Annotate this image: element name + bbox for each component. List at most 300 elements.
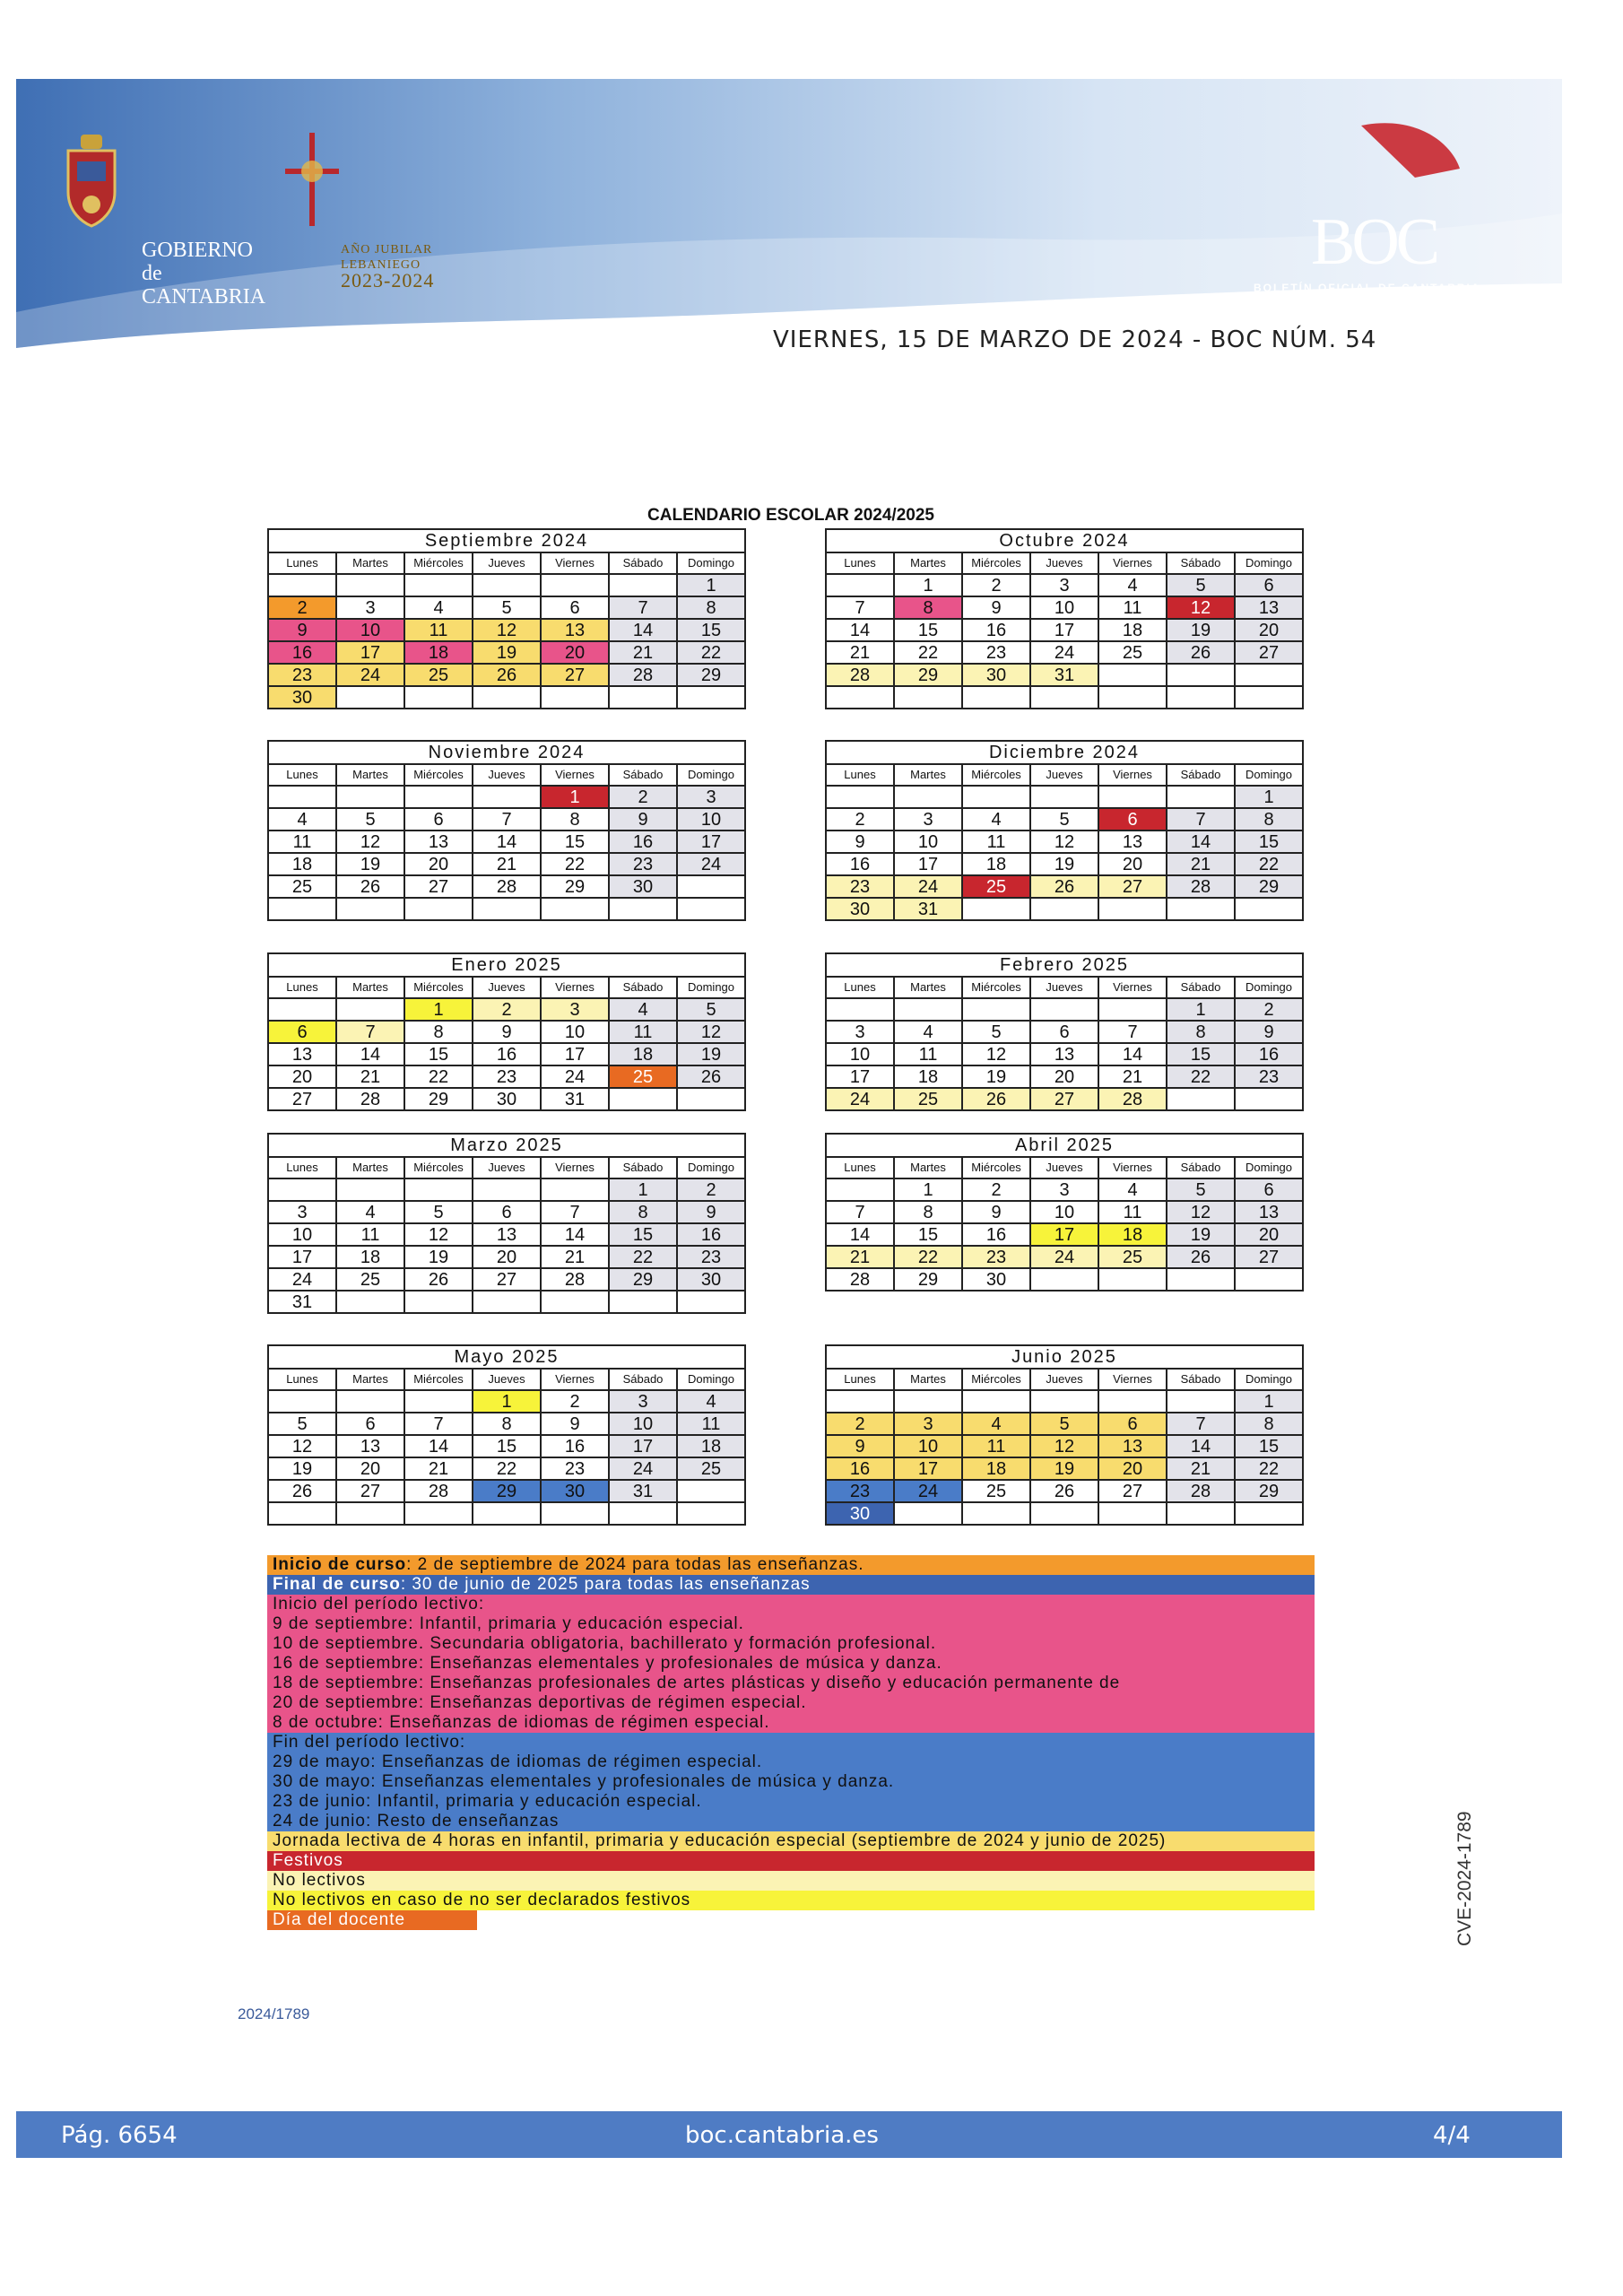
day-cell: 15: [1235, 1435, 1303, 1457]
day-cell: 13: [473, 1223, 541, 1246]
day-cell: 11: [962, 831, 1030, 853]
day-cell: 18: [962, 853, 1030, 875]
day-cell: 17: [894, 853, 962, 875]
day-cell: 18: [894, 1065, 962, 1088]
day-cell: 23: [826, 1480, 894, 1502]
day-cell: 10: [1030, 1201, 1098, 1223]
boc-logo: BOC: [1311, 205, 1437, 279]
month-name: Diciembre 2024: [826, 741, 1303, 764]
day-cell: 13: [1235, 596, 1303, 619]
day-cell: 17: [268, 1246, 336, 1268]
day-header: Lunes: [826, 764, 894, 786]
day-cell: 17: [541, 1043, 609, 1065]
day-cell: 11: [1098, 596, 1167, 619]
month-calendar: [825, 1344, 1304, 1526]
day-cell: [473, 686, 541, 709]
day-cell: [404, 686, 473, 709]
day-cell: 28: [541, 1268, 609, 1291]
day-cell: 17: [894, 1457, 962, 1480]
day-cell: 13: [1235, 1201, 1303, 1223]
day-cell: 25: [894, 1088, 962, 1110]
day-cell: 21: [473, 853, 541, 875]
day-cell: 14: [609, 619, 677, 641]
day-cell: 6: [1030, 1021, 1098, 1043]
day-cell: 23: [962, 1246, 1030, 1268]
day-cell: 18: [962, 1457, 1030, 1480]
day-cell: 16: [962, 1223, 1030, 1246]
legend-inicio-curso: Inicio de curso: 2 de septiembre de 2024 para todas las enseñanzas.: [267, 1555, 1315, 1575]
issue-date-line: VIERNES, 15 DE MARZO DE 2024 - BOC NÚM. 54: [773, 326, 1377, 353]
day-cell: 23: [962, 641, 1030, 664]
day-cell: 27: [473, 1268, 541, 1291]
day-cell: 7: [1167, 808, 1235, 831]
day-header: Martes: [336, 552, 404, 574]
day-cell: 31: [609, 1480, 677, 1502]
day-cell: [268, 998, 336, 1021]
day-cell: 1: [894, 1178, 962, 1201]
day-cell: 29: [894, 664, 962, 686]
day-header: Viernes: [541, 977, 609, 998]
day-header: Lunes: [268, 977, 336, 998]
month-calendar: [267, 952, 746, 1111]
day-cell: 8: [473, 1413, 541, 1435]
day-cell: 9: [268, 619, 336, 641]
site-link[interactable]: boc.cantabria.es: [685, 2122, 879, 2149]
day-header: Martes: [336, 764, 404, 786]
day-cell: [1167, 664, 1235, 686]
day-cell: 30: [962, 1268, 1030, 1291]
legend-line: 30 de mayo: Enseñanzas elementales y profesionales de música y danza.: [273, 1772, 895, 1791]
day-header: Viernes: [541, 764, 609, 786]
day-header: Martes: [894, 977, 962, 998]
day-cell: 16: [541, 1435, 609, 1457]
day-cell: 10: [1030, 596, 1098, 619]
day-header: Sábado: [1167, 552, 1235, 574]
day-cell: 4: [962, 1413, 1030, 1435]
legend-line: 8 de octubre: Enseñanzas de idiomas de régimen especial.: [273, 1713, 770, 1732]
jubilar-cross-icon: [285, 133, 339, 226]
day-cell: 3: [268, 1201, 336, 1223]
month-name: Octubre 2024: [826, 529, 1303, 552]
day-cell: 6: [541, 596, 609, 619]
day-cell: 15: [677, 619, 745, 641]
day-cell: 3: [894, 808, 962, 831]
day-cell: 29: [609, 1268, 677, 1291]
day-header: Sábado: [1167, 1157, 1235, 1178]
day-cell: [1098, 1268, 1167, 1291]
day-header: Jueves: [1030, 1157, 1098, 1178]
day-cell: 29: [1235, 875, 1303, 898]
day-cell: 8: [894, 596, 962, 619]
day-cell: 21: [1167, 1457, 1235, 1480]
day-cell: 26: [1167, 1246, 1235, 1268]
day-cell: 9: [541, 1413, 609, 1435]
day-cell: 5: [962, 1021, 1030, 1043]
day-cell: [609, 686, 677, 709]
day-cell: 14: [826, 619, 894, 641]
day-cell: 29: [404, 1088, 473, 1110]
day-cell: 4: [268, 808, 336, 831]
day-cell: 31: [894, 898, 962, 920]
day-header: Domingo: [677, 552, 745, 574]
day-cell: [268, 898, 336, 920]
day-cell: 27: [268, 1088, 336, 1110]
day-cell: 11: [1098, 1201, 1167, 1223]
day-cell: 27: [1235, 1246, 1303, 1268]
day-cell: 7: [1098, 1021, 1167, 1043]
day-cell: 16: [609, 831, 677, 853]
day-cell: 9: [677, 1201, 745, 1223]
day-cell: [473, 1291, 541, 1313]
day-header: Viernes: [1098, 977, 1167, 998]
day-cell: 3: [541, 998, 609, 1021]
day-cell: 30: [541, 1480, 609, 1502]
day-cell: 23: [826, 875, 894, 898]
day-cell: 13: [268, 1043, 336, 1065]
day-cell: 24: [336, 664, 404, 686]
day-cell: 20: [1098, 853, 1167, 875]
month-name: Mayo 2025: [268, 1345, 745, 1369]
day-header: Martes: [894, 552, 962, 574]
day-cell: [404, 898, 473, 920]
day-cell: 19: [962, 1065, 1030, 1088]
day-cell: 16: [473, 1043, 541, 1065]
day-cell: 27: [1098, 875, 1167, 898]
day-cell: [962, 1502, 1030, 1525]
day-cell: [826, 998, 894, 1021]
month-name: Febrero 2025: [826, 953, 1303, 977]
day-cell: [677, 686, 745, 709]
day-cell: 28: [1167, 875, 1235, 898]
day-cell: [268, 1178, 336, 1201]
day-cell: 15: [404, 1043, 473, 1065]
day-cell: 30: [826, 1502, 894, 1525]
day-cell: 22: [894, 641, 962, 664]
month-calendar: [825, 1133, 1304, 1292]
day-cell: [473, 1178, 541, 1201]
day-cell: 3: [1030, 1178, 1098, 1201]
day-cell: 29: [1235, 1480, 1303, 1502]
day-cell: 10: [677, 808, 745, 831]
day-cell: [894, 786, 962, 808]
day-cell: 1: [473, 1390, 541, 1413]
day-cell: [541, 1178, 609, 1201]
day-header: Lunes: [268, 552, 336, 574]
day-header: Sábado: [609, 977, 677, 998]
day-cell: [677, 898, 745, 920]
day-cell: 21: [1098, 1065, 1167, 1088]
day-cell: 2: [962, 1178, 1030, 1201]
month-name: Septiembre 2024: [268, 529, 745, 552]
day-cell: 17: [1030, 1223, 1098, 1246]
day-cell: 30: [826, 898, 894, 920]
day-cell: 2: [826, 808, 894, 831]
day-cell: 29: [541, 875, 609, 898]
day-cell: 20: [1098, 1457, 1167, 1480]
cantabria-coat-of-arms-icon: [65, 135, 118, 228]
day-cell: 28: [473, 875, 541, 898]
day-cell: 28: [1167, 1480, 1235, 1502]
day-cell: 6: [1235, 1178, 1303, 1201]
day-cell: 20: [268, 1065, 336, 1088]
day-cell: [336, 1291, 404, 1313]
day-header: Sábado: [1167, 764, 1235, 786]
month-name: Noviembre 2024: [268, 741, 745, 764]
legend-line: 24 de junio: Resto de enseñanzas: [273, 1812, 560, 1831]
day-cell: 30: [268, 686, 336, 709]
day-cell: 13: [1098, 1435, 1167, 1457]
day-cell: [404, 1502, 473, 1525]
day-cell: 25: [336, 1268, 404, 1291]
day-header: Domingo: [1235, 1369, 1303, 1390]
day-cell: 3: [894, 1413, 962, 1435]
day-cell: 9: [1235, 1021, 1303, 1043]
day-cell: [1167, 1268, 1235, 1291]
day-cell: 16: [826, 1457, 894, 1480]
day-cell: 22: [404, 1065, 473, 1088]
day-header: Viernes: [1098, 1369, 1167, 1390]
day-cell: 11: [404, 619, 473, 641]
day-cell: 1: [677, 574, 745, 596]
day-cell: 23: [609, 853, 677, 875]
day-cell: [473, 574, 541, 596]
day-header: Miércoles: [962, 1369, 1030, 1390]
day-cell: [1098, 898, 1167, 920]
day-cell: 11: [336, 1223, 404, 1246]
day-cell: [609, 1088, 677, 1110]
day-cell: [541, 1502, 609, 1525]
day-header: Lunes: [826, 1157, 894, 1178]
day-cell: 27: [336, 1480, 404, 1502]
day-cell: 16: [677, 1223, 745, 1246]
page-count: 4/4: [1433, 2122, 1471, 2149]
day-header: Jueves: [473, 977, 541, 998]
legend-line: Inicio del período lectivo:: [273, 1595, 485, 1613]
day-cell: 26: [404, 1268, 473, 1291]
day-header: Lunes: [826, 552, 894, 574]
day-cell: 28: [826, 664, 894, 686]
day-cell: 3: [826, 1021, 894, 1043]
day-cell: 16: [962, 619, 1030, 641]
day-header: Viernes: [541, 1369, 609, 1390]
boc-subtitle: BOLETÍN OFICIAL DE CANTABRIA: [1254, 282, 1481, 294]
day-cell: 8: [1235, 808, 1303, 831]
month-name: Junio 2025: [826, 1345, 1303, 1369]
day-cell: 20: [541, 641, 609, 664]
day-cell: 10: [336, 619, 404, 641]
day-cell: [894, 1502, 962, 1525]
day-header: Lunes: [826, 977, 894, 998]
day-cell: 14: [826, 1223, 894, 1246]
day-cell: [1098, 1390, 1167, 1413]
month-calendar: [825, 740, 1304, 921]
day-cell: [962, 898, 1030, 920]
day-cell: 28: [609, 664, 677, 686]
day-cell: 18: [609, 1043, 677, 1065]
day-cell: 26: [1030, 1480, 1098, 1502]
day-cell: [677, 1480, 745, 1502]
day-cell: [541, 574, 609, 596]
day-cell: 20: [404, 853, 473, 875]
day-cell: 13: [1030, 1043, 1098, 1065]
legend-line: 9 de septiembre: Infantil, primaria y educación especial.: [273, 1614, 744, 1633]
day-cell: [541, 686, 609, 709]
day-cell: 25: [404, 664, 473, 686]
day-cell: [473, 786, 541, 808]
day-cell: [1030, 786, 1098, 808]
day-cell: 25: [609, 1065, 677, 1088]
day-cell: 19: [1167, 619, 1235, 641]
day-cell: [404, 1291, 473, 1313]
day-cell: 5: [677, 998, 745, 1021]
day-cell: 4: [609, 998, 677, 1021]
day-cell: [677, 1502, 745, 1525]
page-footer: [16, 2111, 1562, 2158]
day-cell: 5: [1030, 808, 1098, 831]
day-cell: 23: [1235, 1065, 1303, 1088]
day-cell: 11: [609, 1021, 677, 1043]
day-cell: 17: [336, 641, 404, 664]
day-cell: 9: [826, 1435, 894, 1457]
day-cell: [962, 1390, 1030, 1413]
day-cell: 1: [1235, 786, 1303, 808]
cve-code: CVE-2024-1789: [1454, 1811, 1475, 1946]
day-cell: 5: [404, 1201, 473, 1223]
day-cell: 5: [1167, 574, 1235, 596]
day-cell: 27: [541, 664, 609, 686]
day-cell: 12: [1030, 1435, 1098, 1457]
day-cell: 8: [894, 1201, 962, 1223]
day-cell: 17: [677, 831, 745, 853]
day-cell: 2: [609, 786, 677, 808]
day-cell: 26: [268, 1480, 336, 1502]
day-cell: 26: [473, 664, 541, 686]
day-cell: 20: [1235, 1223, 1303, 1246]
day-header: Sábado: [609, 1369, 677, 1390]
day-cell: 15: [894, 1223, 962, 1246]
day-header: Sábado: [1167, 1369, 1235, 1390]
day-cell: [336, 686, 404, 709]
legend-dia-docente: Día del docente: [267, 1910, 477, 1930]
day-cell: 16: [1235, 1043, 1303, 1065]
day-cell: 19: [1030, 1457, 1098, 1480]
day-cell: 5: [1030, 1413, 1098, 1435]
day-header: Domingo: [1235, 977, 1303, 998]
day-cell: 31: [541, 1088, 609, 1110]
day-cell: 21: [609, 641, 677, 664]
day-cell: [609, 1291, 677, 1313]
day-cell: 25: [677, 1457, 745, 1480]
day-cell: 18: [1098, 1223, 1167, 1246]
day-header: Martes: [894, 1369, 962, 1390]
day-cell: 19: [1167, 1223, 1235, 1246]
day-cell: 6: [1235, 574, 1303, 596]
day-cell: 5: [268, 1413, 336, 1435]
day-header: Miércoles: [404, 1157, 473, 1178]
day-cell: 11: [268, 831, 336, 853]
header-banner: [16, 79, 1562, 348]
day-cell: 5: [473, 596, 541, 619]
day-header: Domingo: [1235, 764, 1303, 786]
day-header: Sábado: [1167, 977, 1235, 998]
day-header: Jueves: [1030, 552, 1098, 574]
day-cell: [677, 875, 745, 898]
day-cell: 26: [336, 875, 404, 898]
day-cell: [1235, 1088, 1303, 1110]
day-cell: 12: [1030, 831, 1098, 853]
day-header: Domingo: [677, 977, 745, 998]
legend-final-curso: Final de curso: 30 de junio de 2025 para todas las enseñanzas: [267, 1575, 1315, 1595]
day-cell: [826, 1178, 894, 1201]
day-cell: 14: [1098, 1043, 1167, 1065]
day-cell: 24: [894, 875, 962, 898]
day-cell: 19: [404, 1246, 473, 1268]
day-cell: 9: [962, 596, 1030, 619]
day-cell: 15: [473, 1435, 541, 1457]
day-cell: 30: [962, 664, 1030, 686]
day-header: Martes: [336, 977, 404, 998]
day-cell: 10: [826, 1043, 894, 1065]
day-cell: 18: [268, 853, 336, 875]
day-cell: 13: [541, 619, 609, 641]
day-cell: [962, 786, 1030, 808]
month-calendar: [267, 1344, 746, 1526]
day-cell: [268, 574, 336, 596]
day-cell: 25: [962, 875, 1030, 898]
day-cell: 1: [1235, 1390, 1303, 1413]
day-cell: 15: [609, 1223, 677, 1246]
day-cell: [677, 1088, 745, 1110]
day-cell: [1098, 998, 1167, 1021]
day-cell: [826, 574, 894, 596]
day-cell: 28: [826, 1268, 894, 1291]
day-cell: 2: [541, 1390, 609, 1413]
month-calendar: [267, 740, 746, 921]
day-cell: 24: [609, 1457, 677, 1480]
day-cell: 9: [962, 1201, 1030, 1223]
legend-jornada: Jornada lectiva de 4 horas en infantil, primaria y educación especial (septiembre de 2024 y junio de 2025): [267, 1831, 1315, 1851]
day-cell: [404, 1390, 473, 1413]
day-cell: 6: [473, 1201, 541, 1223]
day-cell: 24: [541, 1065, 609, 1088]
legend-line: 10 de septiembre. Secundaria obligatoria, bachillerato y formación profesional.: [273, 1634, 937, 1653]
day-cell: [894, 686, 962, 709]
day-cell: 14: [473, 831, 541, 853]
day-cell: [404, 1178, 473, 1201]
day-cell: 18: [677, 1435, 745, 1457]
day-cell: [1167, 686, 1235, 709]
day-cell: 7: [826, 1201, 894, 1223]
day-cell: 15: [894, 619, 962, 641]
day-header: Miércoles: [962, 764, 1030, 786]
day-cell: [541, 898, 609, 920]
day-cell: 23: [473, 1065, 541, 1088]
day-cell: [1030, 1390, 1098, 1413]
day-cell: [268, 1390, 336, 1413]
day-header: Jueves: [473, 764, 541, 786]
day-cell: [894, 998, 962, 1021]
day-cell: [404, 574, 473, 596]
day-cell: 26: [677, 1065, 745, 1088]
day-cell: 14: [1167, 831, 1235, 853]
day-header: Martes: [894, 764, 962, 786]
day-cell: 12: [473, 619, 541, 641]
day-cell: [336, 998, 404, 1021]
legend-line: 16 de septiembre: Enseñanzas elementales y profesionales de música y danza.: [273, 1654, 942, 1673]
day-cell: 10: [894, 831, 962, 853]
day-header: Jueves: [1030, 1369, 1098, 1390]
calendar-title: CALENDARIO ESCOLAR 2024/2025: [647, 506, 934, 525]
